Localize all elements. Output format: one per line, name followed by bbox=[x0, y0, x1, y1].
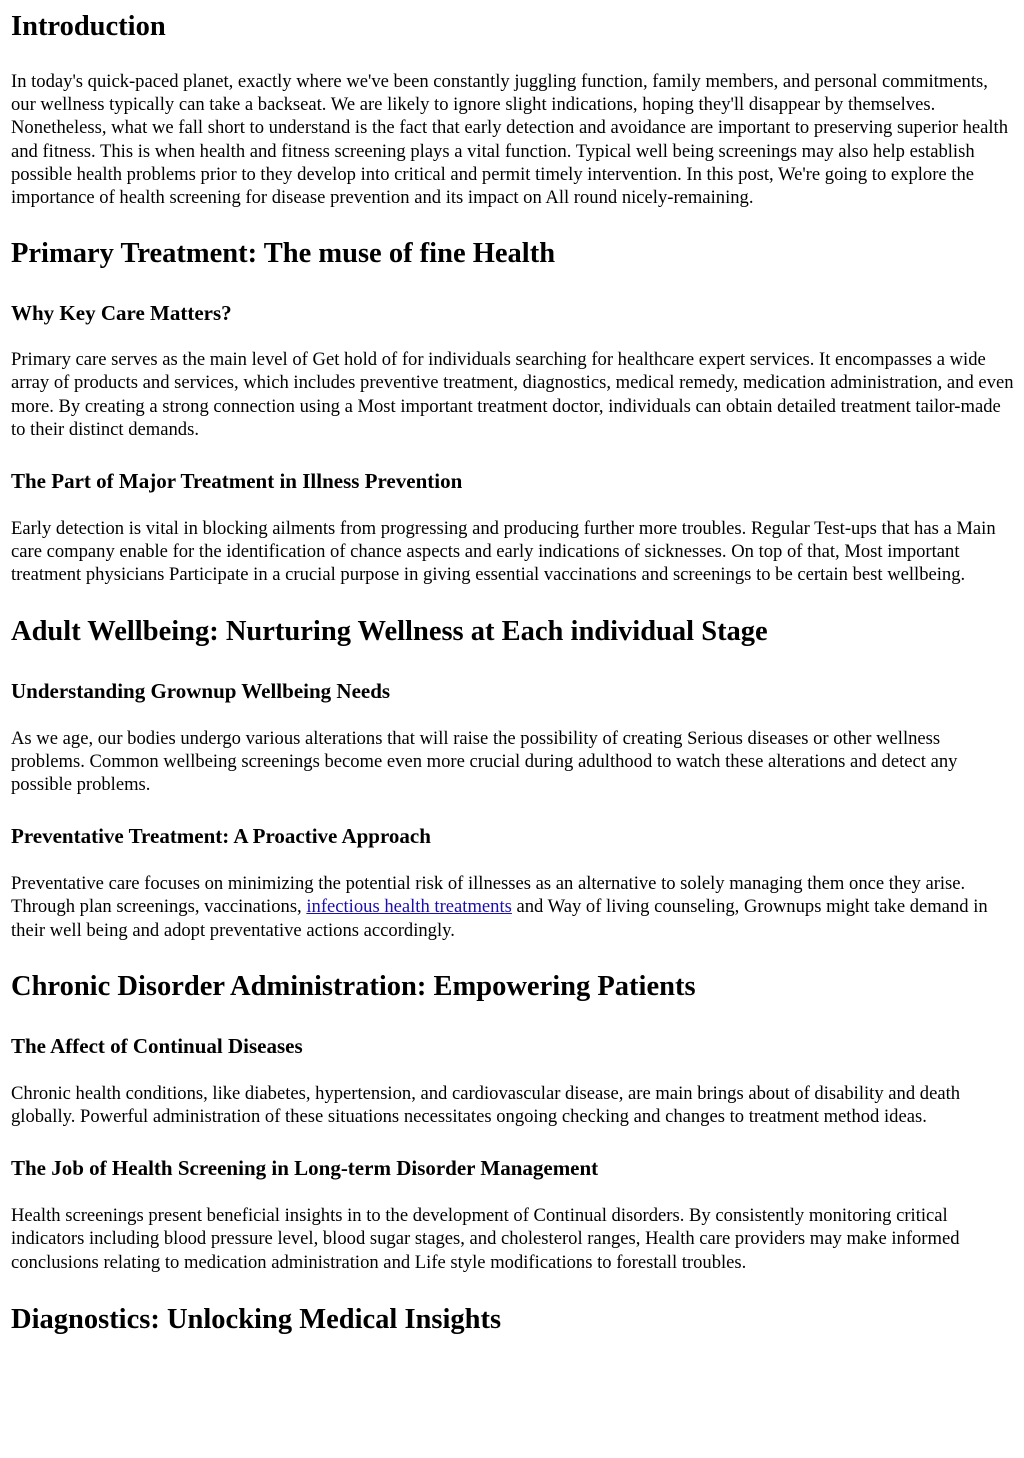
paragraph-preventative-treatment bbox=[11, 872, 1014, 942]
paragraph-introduction: In today's quick-paced planet, exactly where we've been constantly juggling function, family members, and personal commitments, our wellness typically can take a backseat. We are likely to ignore slight indications, hoping they'll disappear by themselves. Nonetheless, what we fall short to understand is the fact that early detection and avoidance are important to preserving superior health and fitness. This is when health and fitness screening plays a vital function. Typical well being screenings may also help establish possible health problems prior to they develop into critical and permit timely intervention. In this post, We're going to explore the importance of health screening for disease prevention and its impact on All round nicely-remaining. bbox=[11, 71, 1009, 209]
subheading-preventative-treatment: Preventative Treatment: A Proactive Approach bbox=[11, 824, 431, 849]
paragraph-why-key-care: Primary care serves as the main level of Get hold of for individuals searching for healthcare expert services. It encompasses a wide array of products and services, which includes preventive treatment, diagnostics, medical remedy, medication administration, and even more. By creating a strong connection using a Most important treatment doctor, individuals can obtain detailed treatment tailor-made to their distinct demands. bbox=[11, 349, 1014, 440]
heading-introduction: Introduction bbox=[11, 11, 166, 42]
subheading-understanding-needs: Understanding Grownup Wellbeing Needs bbox=[11, 678, 391, 703]
paragraph-part-of-major-treatment: Early detection is vital in blocking ailments from progressing and producing further more troubles. Regular Test-ups that has a Main care company enable for the identification of chance aspects and early indications of sicknesses. On top of that, Most important treatment physicians Participate in a crucial purpose in giving essential vaccinations and screenings to be certain best wellbeing. bbox=[11, 518, 996, 586]
subheading-affect-continual-diseases: The Affect of Continual Diseases bbox=[11, 1033, 303, 1058]
paragraph-affect-continual-diseases: Chronic health conditions, like diabetes, hypertension, and cardiovascular disease, are main brings about of disability and death globally. Powerful administration of these situations necessitates ongoing checking and changes to treatment method ideas. bbox=[11, 1082, 961, 1128]
paragraph-job-of-health-screening: Health screenings present beneficial insights in to the development of Continual disorders. By consistently monitoring critical indicators including blood pressure level, blood sugar stages, and cholesterol ranges, Health care providers may make informed conclusions relating to medication administration and Life style modifications to forestall troubles. bbox=[11, 1205, 960, 1273]
heading-adult-wellbeing: Adult Wellbeing: Nurturing Wellness at Each individual Stage bbox=[11, 615, 768, 647]
paragraph-understanding-needs: As we age, our bodies undergo various alterations that will raise the possibility of creating Serious diseases or other wellness problems. Common wellbeing screenings become even more crucial during adulthood to watch these alterations and detect any possible problems. bbox=[11, 727, 958, 796]
article bbox=[0, 10, 1024, 1337]
paragraph-text-before-link: Preventative care focuses on minimizing the potential risk of illnesses as an alternative to solely managing them once they arise. Through plan screenings, vaccinations, bbox=[11, 873, 966, 918]
subheading-job-of-health-screening: The Job of Health Screening in Long-term Disorder Management bbox=[11, 1156, 599, 1181]
subheading-part-of-major-treatment: The Part of Major Treatment in Illness Prevention bbox=[11, 469, 463, 494]
heading-primary-treatment: Primary Treatment: The muse of fine Health bbox=[11, 238, 556, 270]
subheading-why-key-care: Why Key Care Matters? bbox=[11, 301, 232, 326]
paragraph-text-after-link: and Way of living counseling, Grownups might take demand in their well being and adopt preventative actions accordingly. bbox=[11, 896, 988, 941]
heading-diagnostics: Diagnostics: Unlocking Medical Insights bbox=[11, 1303, 502, 1335]
heading-chronic-disorder: Chronic Disorder Administration: Empowering Patients bbox=[11, 970, 696, 1002]
infectious-health-treatments-link[interactable]: infectious health treatments bbox=[306, 896, 512, 918]
